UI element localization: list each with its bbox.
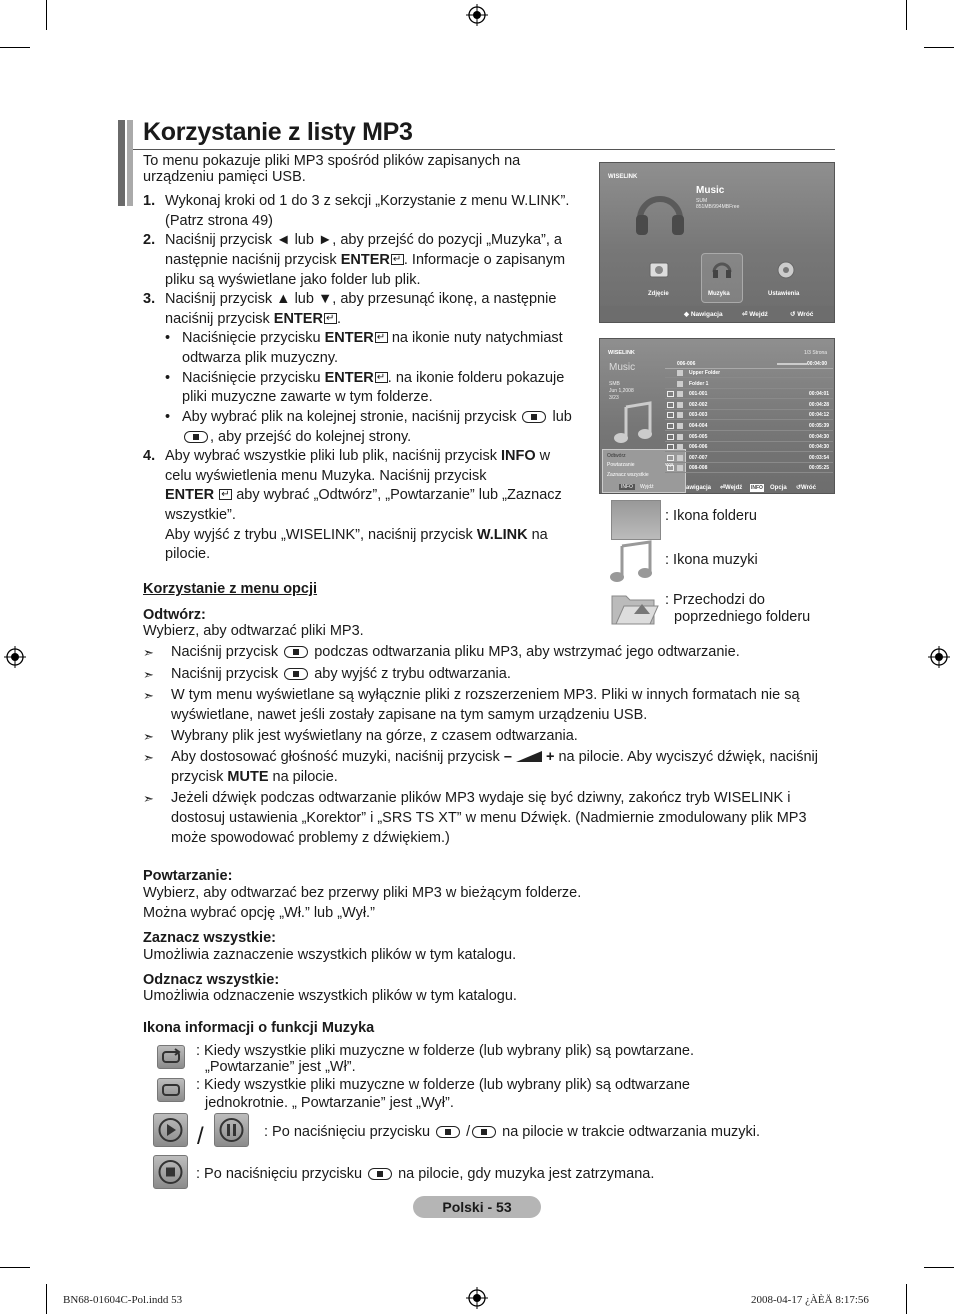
step-text: następnie naciśnij przycisk ENTER↵ . Informacje o zapisanym bbox=[165, 251, 565, 271]
enter-icon bbox=[219, 489, 232, 500]
title-bar bbox=[127, 120, 133, 206]
bullet-text: , aby przejść do kolejnej strony. bbox=[182, 428, 411, 448]
legend-up-folder: poprzedniego folderu bbox=[674, 609, 811, 625]
folder-icon bbox=[677, 381, 683, 387]
step-number: 4. bbox=[143, 448, 156, 464]
now-playing-bar bbox=[665, 359, 833, 369]
crop-mark bbox=[0, 1267, 30, 1268]
screen-free-space: 851MB/994MBFree bbox=[696, 204, 740, 210]
row-duration: 00:05:25 bbox=[808, 465, 829, 472]
pause-button-icon bbox=[472, 1126, 496, 1138]
music-file-icon bbox=[677, 455, 683, 461]
section-heading: Powtarzanie: bbox=[143, 868, 233, 884]
progress-track bbox=[777, 363, 807, 365]
fast-forward-button-icon bbox=[184, 431, 208, 443]
row-name: 006-006 bbox=[689, 444, 708, 451]
step-text: naciśnij przycisk ENTER↵ . bbox=[165, 310, 341, 330]
enter-icon bbox=[391, 254, 404, 265]
section-heading: Odtwórz: bbox=[143, 607, 206, 623]
crop-mark bbox=[924, 47, 954, 48]
enter-icon bbox=[375, 332, 388, 343]
parent-folder-icon bbox=[608, 584, 660, 628]
icon-description: : Kiedy wszystkie pliki muzyczne w folderze (lub wybrany plik) są powtarzane. bbox=[196, 1043, 695, 1059]
icon-description: : Po naciśnięciu przycisku na pilocie, gdy muzyka jest zatrzymana. bbox=[196, 1166, 655, 1182]
row-name: 003-003 bbox=[689, 412, 708, 419]
nav-enter: ⏎Wejdź bbox=[720, 485, 743, 491]
row-checkbox[interactable] bbox=[667, 455, 674, 461]
pause-status-icon bbox=[214, 1113, 249, 1147]
now-playing-time: 00:04:00 bbox=[807, 361, 828, 367]
crop-mark bbox=[906, 0, 907, 30]
body-text: Umożliwia odznaczenie wszystkich plików w tym katalogu. bbox=[143, 988, 517, 1004]
step-text: Wykonaj kroki od 1 do 3 z sekcji „Korzystanie z menu W.LINK”. bbox=[165, 193, 570, 209]
row-name: Upper Folder bbox=[689, 370, 721, 376]
slash-separator: / bbox=[197, 1123, 204, 1150]
section-heading: Ikona informacji o funkcji Muzyka bbox=[143, 1020, 375, 1036]
intro-line: urządzeniu pamięci USB. bbox=[143, 169, 306, 185]
nav-enter: ⏎ Wejdź bbox=[742, 311, 768, 318]
row-checkbox[interactable] bbox=[667, 402, 674, 408]
enter-icon bbox=[324, 313, 337, 324]
bullet-text: Naciśnięcie przycisku ENTER↵ . na ikonie folderu pokazuje bbox=[182, 369, 564, 389]
folder-icon bbox=[677, 370, 683, 376]
note-text: Jeżeli dźwięk podczas odtwarzanie plików MP3 wydaje się być dziwny, zakończ tryb WISELINK i bbox=[171, 790, 791, 806]
file-row[interactable] bbox=[665, 443, 833, 452]
note-arrow-icon: ➣ bbox=[143, 667, 154, 682]
note-arrow-icon: ➣ bbox=[143, 750, 154, 765]
body-text: Umożliwia zaznaczenie wszystkich plików w tym katalogu. bbox=[143, 947, 517, 963]
note-arrow-icon: ➣ bbox=[143, 645, 154, 660]
row-checkbox[interactable] bbox=[667, 412, 674, 418]
note-text: W tym menu wyświetlane są wyłącznie pliki z rozszerzeniem MP3. Pliki w innych formatach nie są bbox=[171, 687, 800, 703]
enter-icon bbox=[375, 372, 388, 383]
row-duration: 00:03:54 bbox=[808, 454, 829, 461]
menu-photo: Zdjęcie bbox=[648, 291, 669, 297]
section-heading: Odznacz wszystkie: bbox=[143, 972, 280, 988]
page-indicator: 1/3 Strona bbox=[804, 350, 828, 356]
file-row[interactable] bbox=[665, 454, 833, 463]
registration-mark-icon bbox=[4, 646, 26, 668]
note-text: Naciśnij przycisk podczas odtwarzania pliku MP3, aby wstrzymać jego odtwarzanie. bbox=[171, 644, 740, 660]
row-duration: 00:04:30 bbox=[808, 433, 829, 440]
icon-description: : Po naciśnięciu przycisku / na pilocie w trakcie odtwarzania muzyki. bbox=[264, 1124, 761, 1140]
crop-mark bbox=[924, 1267, 954, 1268]
row-duration: 00:05:39 bbox=[808, 423, 829, 429]
file-row[interactable] bbox=[665, 390, 833, 399]
note-arrow-icon: ➣ bbox=[143, 688, 154, 703]
screen-nav-bar bbox=[600, 306, 835, 323]
row-duration: 00:04:30 bbox=[808, 444, 829, 451]
step-text: Naciśnij przycisk ▲ lub ▼, aby przesunąć ikonę, a następnie bbox=[165, 291, 557, 307]
icon-description: „Powtarzanie” jest „Wł”. bbox=[205, 1059, 356, 1075]
section-heading: Zaznacz wszystkie: bbox=[143, 930, 276, 946]
menu-settings: Ustawienia bbox=[768, 291, 800, 297]
music-note-icon bbox=[608, 540, 656, 584]
file-row[interactable] bbox=[665, 401, 833, 410]
pause-button-icon bbox=[284, 646, 308, 658]
note-arrow-icon: ➣ bbox=[143, 729, 154, 744]
bullet-text: pliki muzyczne zawarte w tym folderze. bbox=[182, 389, 433, 405]
step-number: 3. bbox=[143, 291, 156, 307]
body-text: Można wybrać opcję „Wł.” lub „Wył.” bbox=[143, 905, 375, 921]
option-play: Odtwórz bbox=[607, 453, 626, 459]
row-checkbox[interactable] bbox=[667, 423, 674, 429]
music-file-icon bbox=[677, 412, 683, 418]
crop-mark bbox=[46, 1284, 47, 1314]
row-name: 008-008 bbox=[689, 465, 708, 472]
volume-wedge-icon bbox=[516, 751, 542, 762]
bullet-dot: • bbox=[165, 330, 171, 346]
music-file-icon bbox=[677, 391, 683, 397]
music-file-icon bbox=[677, 465, 683, 471]
crop-mark bbox=[0, 47, 30, 48]
nav-info-key: INFO bbox=[751, 485, 763, 491]
intro-line: To menu pokazuje pliki MP3 spośród plików zapisanych na bbox=[143, 153, 521, 169]
step-text: (Patrz strona 49) bbox=[165, 213, 273, 229]
crop-mark bbox=[46, 0, 47, 30]
row-duration: 00:04:28 bbox=[808, 401, 829, 408]
step-text: Aby wybrać wszystkie pliki lub plik, naciśnij przycisk INFO w bbox=[165, 448, 551, 464]
crop-mark bbox=[906, 1284, 907, 1314]
print-slug-left: BN68-01604C-Pol.indd 53 bbox=[63, 1294, 183, 1306]
step-text: wszystkie”. bbox=[165, 507, 236, 523]
music-file-icon bbox=[677, 402, 683, 408]
row-checkbox[interactable] bbox=[667, 465, 674, 471]
play-button-icon bbox=[436, 1126, 460, 1138]
option-info-key: INFO bbox=[621, 484, 633, 490]
bullet-dot: • bbox=[165, 370, 171, 386]
option-exit: Wyjdź bbox=[640, 484, 654, 490]
section-heading: Korzystanie z menu opcji bbox=[143, 581, 318, 597]
icon-description: : Kiedy wszystkie pliki muzyczne w folderze (lub wybrany plik) są odtwarzane bbox=[196, 1077, 690, 1093]
row-duration: 00:04:12 bbox=[808, 412, 829, 419]
bullet-text: odtwarza plik muzyczny. bbox=[182, 350, 339, 366]
note-text: przycisk MUTE na pilocie. bbox=[171, 769, 338, 785]
wiselink-main-screen bbox=[599, 162, 835, 323]
file-row[interactable] bbox=[665, 369, 833, 378]
repeat-off-icon bbox=[157, 1078, 185, 1102]
music-file-icon bbox=[677, 423, 683, 429]
note-text: Aby dostosować głośność muzyki, naciśnij przycisk – + na pilocie. Aby wyciszyć dźwięk, naciśnij bbox=[171, 749, 818, 765]
music-file-icon bbox=[677, 434, 683, 440]
photo-icon bbox=[647, 258, 671, 282]
repeat-on-icon bbox=[157, 1045, 185, 1069]
step-text: ENTER ↵ aby wybrać „Odtwórz”, „Powtarzanie” lub „Zaznacz bbox=[165, 486, 562, 506]
note-text: wyświetlane, nawet jeśli zostały zapisane na tym samym urządzeniu USB. bbox=[171, 707, 648, 723]
nav-option: Opcja bbox=[770, 485, 787, 491]
row-name: 001-001 bbox=[689, 391, 708, 398]
step-text: Aby wyjść z trybu „WISELINK”, naciśnij przycisk W.LINK na bbox=[165, 527, 548, 543]
step-number: 1. bbox=[143, 193, 156, 209]
row-name: 007-007 bbox=[689, 454, 708, 461]
step-text: celu wyświetlenia menu Muzyka. Naciśnij przycisk bbox=[165, 468, 487, 484]
step-text: pilocie. bbox=[165, 546, 211, 562]
page-number: Polski - 53 bbox=[413, 1196, 541, 1218]
note-text: Naciśnij przycisk aby wyjść z trybu odtwarzania. bbox=[171, 666, 511, 682]
nav-navigate: awigacja bbox=[686, 485, 712, 491]
rewind-button-icon bbox=[522, 411, 546, 423]
option-repeat-value: Wył bbox=[665, 462, 674, 468]
info-device: SMB bbox=[609, 381, 620, 387]
print-slug-right: 2008-04-17 ¿ÀÈÄ 8:17:56 bbox=[751, 1294, 869, 1306]
row-name: 005-005 bbox=[689, 433, 708, 440]
settings-icon bbox=[774, 258, 798, 282]
info-date: Jun 1,2008 bbox=[609, 388, 634, 394]
screen-brand: WISELINK bbox=[608, 350, 635, 356]
note-arrow-icon: ➣ bbox=[143, 791, 154, 806]
step-text: pliku są wyświetlane jako folder lub plik. bbox=[165, 272, 421, 288]
music-note-icon bbox=[612, 401, 654, 445]
now-playing-title: 006-006 bbox=[677, 361, 696, 367]
stop-status-icon bbox=[153, 1155, 188, 1189]
row-checkbox[interactable] bbox=[667, 434, 674, 440]
screen-brand: WISELINK bbox=[608, 174, 638, 180]
body-text: Wybierz, aby odtwarzać pliki MP3. bbox=[143, 623, 364, 639]
body-text: Wybierz, aby odtwarzać bez przerwy pliki MP3 w bieżącym folderze. bbox=[143, 885, 582, 901]
title-bar bbox=[118, 120, 125, 206]
file-row[interactable] bbox=[665, 464, 833, 473]
legend-music: : Ikona muzyki bbox=[665, 552, 758, 568]
menu-music: Muzyka bbox=[708, 291, 730, 297]
music-file-icon bbox=[677, 444, 683, 450]
file-row[interactable] bbox=[665, 380, 833, 389]
nav-back: ↺ Wróć bbox=[790, 311, 814, 318]
title-rule bbox=[133, 149, 835, 150]
row-duration: 00:04:01 bbox=[808, 391, 829, 398]
note-text: Wybrany plik jest wyświetlany na górze, z czasem odtwarzania. bbox=[171, 728, 578, 744]
registration-mark-icon bbox=[466, 1287, 488, 1309]
row-name: 004-004 bbox=[689, 423, 708, 429]
step-number: 2. bbox=[143, 232, 156, 248]
stop-button-icon bbox=[284, 668, 308, 680]
row-checkbox[interactable] bbox=[667, 391, 674, 397]
screen-heading: Music bbox=[696, 185, 725, 196]
step-text: Naciśnij przycisk ◄ lub ►, aby przejść do pozycji „Muzyka”, a bbox=[165, 232, 562, 248]
row-name: Folder 1 bbox=[689, 380, 709, 387]
icon-description: jednokrotnie. „ Powtarzanie” jest „Wył”. bbox=[205, 1095, 454, 1111]
file-row[interactable] bbox=[665, 411, 833, 420]
stop-button-icon bbox=[368, 1168, 392, 1180]
bullet-text: Naciśnięcie przycisku ENTER↵ na ikonie nuty natychmiast bbox=[182, 329, 563, 349]
play-status-icon bbox=[153, 1113, 188, 1147]
page-title: Korzystanie z listy MP3 bbox=[143, 118, 413, 146]
music-list-screen bbox=[599, 338, 835, 494]
registration-mark-icon bbox=[928, 646, 950, 668]
note-text: dostosuj ustawienia „Korektor” i „SRS TS XT” w menu Dźwięk. (Nadmiernie zmodulowany plik MP3 bbox=[171, 810, 807, 826]
bullet-text: Aby wybrać plik na kolejnej stronie, naciśnij przycisk lub bbox=[182, 409, 572, 425]
nav-back: ↺Wróć bbox=[796, 485, 816, 491]
headphones-icon bbox=[630, 181, 690, 241]
legend-folder: : Ikona folderu bbox=[665, 508, 757, 524]
note-text: może spowodować problemy z dźwiękiem.) bbox=[171, 830, 450, 846]
screen-heading: Music bbox=[609, 362, 636, 373]
row-name: 002-002 bbox=[689, 401, 708, 408]
option-select-all: Zaznacz wszystkie bbox=[607, 472, 649, 478]
info-count: 3/23 bbox=[609, 395, 619, 401]
folder-icon bbox=[611, 500, 661, 540]
screen-nav-bar bbox=[686, 482, 835, 494]
screen-device: SUM bbox=[696, 198, 708, 204]
file-row[interactable] bbox=[665, 433, 833, 442]
registration-mark-icon bbox=[466, 4, 488, 26]
music-menu-icon bbox=[710, 258, 734, 282]
option-repeat: Powtarzanie bbox=[607, 462, 635, 468]
row-checkbox[interactable] bbox=[667, 444, 674, 450]
legend-up-folder: : Przechodzi do bbox=[665, 592, 765, 608]
file-row[interactable] bbox=[665, 422, 833, 431]
bullet-dot: • bbox=[165, 409, 171, 425]
nav-navigate: ◆ Nawigacja bbox=[684, 311, 723, 318]
